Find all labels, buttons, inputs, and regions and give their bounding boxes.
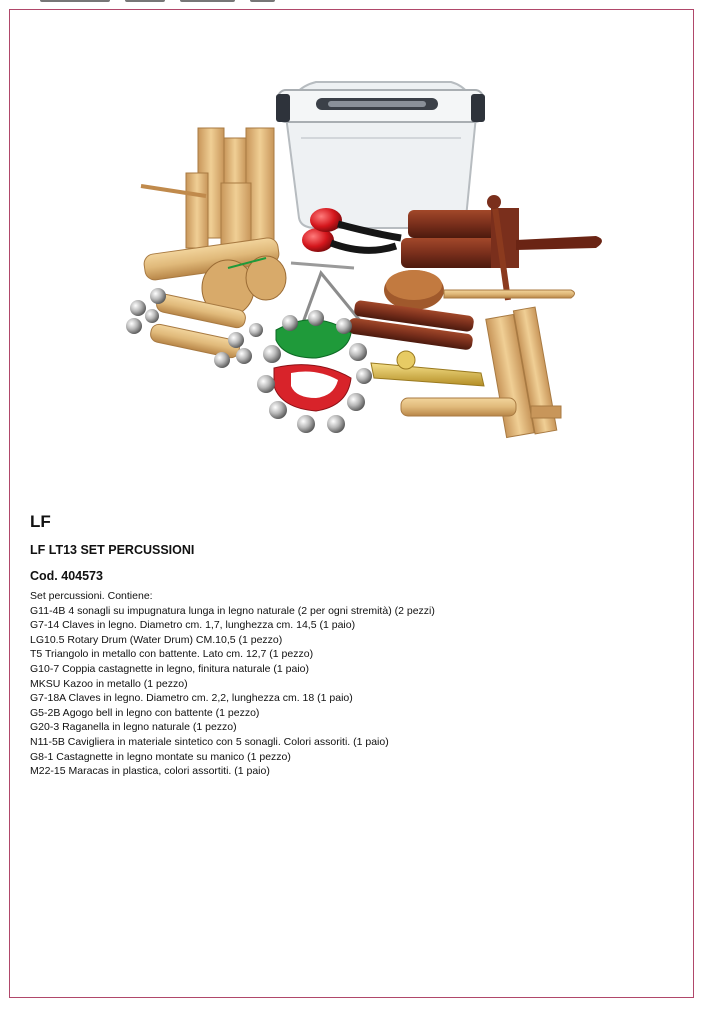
description-line: G20-3 Raganella in legno naturale (1 pezzo) (30, 721, 237, 734)
product-code: Cod. 404573 (30, 569, 103, 583)
storage-box (276, 82, 485, 228)
cropped-header-strip (0, 0, 707, 6)
description-line: G10-7 Coppia castagnette in legno, finitura naturale (1 paio) (30, 662, 310, 675)
ankle-bells-red (257, 365, 372, 433)
product-description (30, 589, 670, 779)
brand-name: LF (30, 512, 51, 531)
description-line: G7-18A Claves in legno. Diametro cm. 2,2, lunghezza cm. 18 (1 paio) (30, 692, 353, 705)
product-title: LF LT13 SET PERCUSSIONI (30, 543, 195, 557)
description-line: Set percussioni. Contiene: (30, 590, 153, 602)
description-line: G5-2B Agogo bell in legno con battente (1 pezzo) (30, 706, 260, 719)
description-line: M22-15 Maracas in plastica, colori assortiti. (1 paio) (30, 765, 270, 778)
description-line: G7-14 Claves in legno. Diametro cm. 1,7, lunghezza cm. 14,5 (1 paio) (30, 619, 356, 632)
kazoo (371, 351, 484, 386)
product-photo (116, 68, 606, 450)
description-line: MKSU Kazoo in metallo (1 pezzo) (30, 677, 188, 690)
description-line: G8-1 Castagnette in legno montate su manico (1 pezzo) (30, 750, 291, 763)
castanets-handle (384, 270, 575, 310)
wooden-slat-holder (141, 128, 274, 253)
description-line: LG10.5 Rotary Drum (Water Drum) CM.10,5 (1 pezzo) (30, 633, 283, 646)
product-info (30, 512, 670, 779)
description-line: N11-5B Cavigliera in materiale sintetico con 5 sonagli. Colori assoriti. (1 paio) (30, 735, 389, 748)
description-line: T5 Triangolo in metallo con battente. Lato cm. 12,7 (1 pezzo) (30, 648, 314, 661)
description-line: G11-4B 4 sonagli su impugnatura lunga in legno naturale (2 per ogni stremità) (2 pezzi) (30, 604, 435, 617)
ankle-bells-green (263, 310, 367, 363)
